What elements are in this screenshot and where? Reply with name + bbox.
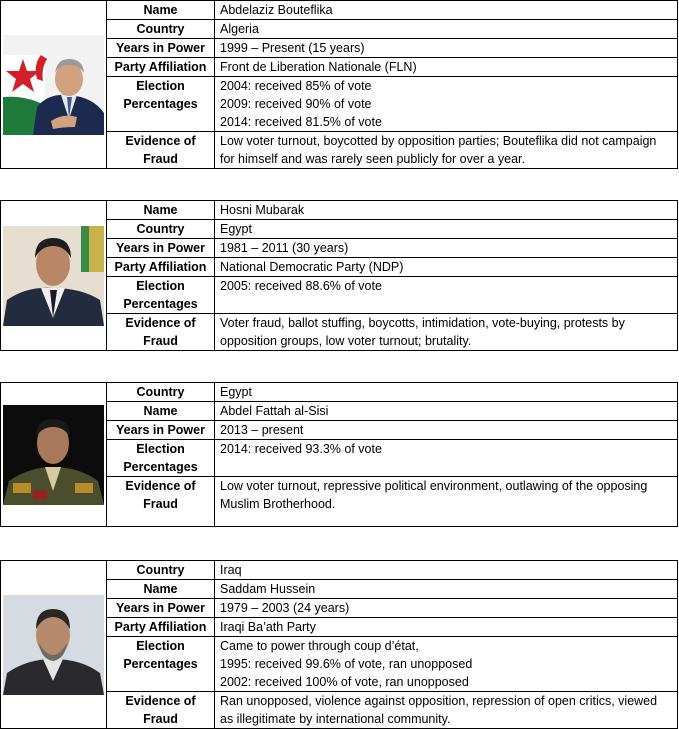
label-country: Country [107,561,215,580]
value-evidence-of-fraud: Voter fraud, ballot stuffing, boycotts, intimidation, vote-buying, protests by opposition groups, low voter turnout; brutality. [215,314,678,351]
label-name: Name [107,201,215,220]
label-evidence-of-fraud: Evidence of Fraud [107,477,215,527]
label-years-in-power: Years in Power [107,39,215,58]
value-party-affiliation: National Democratic Party (NDP) [215,258,678,277]
label-years-in-power: Years in Power [107,421,215,440]
label-election-percentages: Election Percentages [107,637,215,692]
label-party-affiliation: Party Affiliation [107,58,215,77]
value-name: Abdelaziz Bouteflika [215,1,678,20]
value-evidence-of-fraud: Low voter turnout, boycotted by opposition parties; Bouteflika did not campaign for himself and was rarely seen publicly for over a year. [215,132,678,169]
label-name: Name [107,580,215,599]
label-years-in-power: Years in Power [107,599,215,618]
value-years-in-power: 1979 – 2003 (24 years) [215,599,678,618]
label-party-affiliation: Party Affiliation [107,258,215,277]
label-election-percentages: Election Percentages [107,440,215,477]
value-years-in-power: 1999 – Present (15 years) [215,39,678,58]
label-election-percentages: Election Percentages [107,77,215,132]
leader-table-bouteflika [0,0,678,169]
portrait-photo [1,1,107,169]
label-country: Country [107,20,215,39]
label-election-percentages: Election Percentages [107,277,215,314]
label-years-in-power: Years in Power [107,239,215,258]
label-name: Name [107,1,215,20]
value-years-in-power: 1981 – 2011 (30 years) [215,239,678,258]
value-country: Egypt [215,220,678,239]
leader-table-saddam-hussein [0,560,678,729]
portrait-image [3,405,104,505]
leader-table-al-sisi [0,382,678,527]
value-election-percentages: 2014: received 93.3% of vote [215,440,678,477]
label-country: Country [107,220,215,239]
value-country: Egypt [215,383,678,402]
portrait-image [3,226,104,326]
portrait-photo [1,201,107,351]
portrait-photo [1,383,107,527]
value-party-affiliation: Front de Liberation Nationale (FLN) [215,58,678,77]
portrait-image [3,595,104,695]
portrait-photo [1,561,107,729]
value-years-in-power: 2013 – present [215,421,678,440]
value-name: Saddam Hussein [215,580,678,599]
portrait-image [3,35,104,135]
value-country: Iraq [215,561,678,580]
value-name: Hosni Mubarak [215,201,678,220]
value-evidence-of-fraud: Low voter turnout, repressive political environment, outlawing of the opposing Muslim Brotherhood. [215,477,678,527]
value-evidence-of-fraud: Ran unopposed, violence against opposition, repression of open critics, viewed as illegitimate by international community. [215,692,678,729]
value-party-affiliation: Iraqi Ba’ath Party [215,618,678,637]
label-evidence-of-fraud: Evidence of Fraud [107,132,215,169]
value-name: Abdel Fattah al-Sisi [215,402,678,421]
value-election-percentages: 2005: received 88.6% of vote [215,277,678,314]
label-evidence-of-fraud: Evidence of Fraud [107,314,215,351]
label-party-affiliation: Party Affiliation [107,618,215,637]
label-name: Name [107,402,215,421]
leader-table-mubarak [0,200,678,351]
value-election-percentages: Came to power through coup d’état, 1995: received 99.6% of vote, ran unopposed 2002: received 100% of vote, ran unopposed [215,637,678,692]
value-election-percentages: 2004: received 85% of vote 2009: received 90% of vote 2014: received 81.5% of vote [215,77,678,132]
label-country: Country [107,383,215,402]
value-country: Algeria [215,20,678,39]
label-evidence-of-fraud: Evidence of Fraud [107,692,215,729]
